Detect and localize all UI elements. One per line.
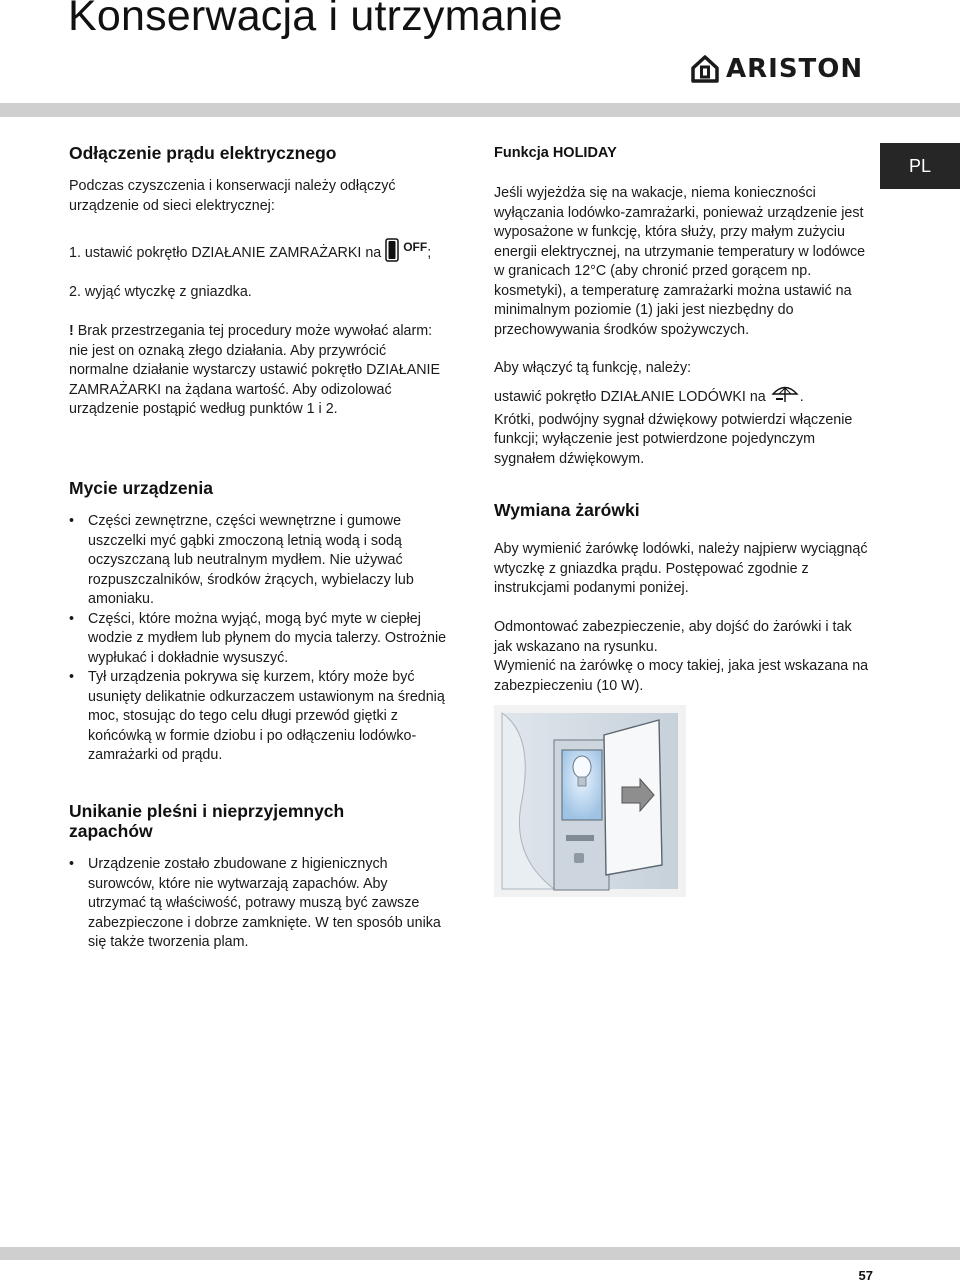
bulb-replacement-illustration [494,705,686,897]
bulb-step-1: Odmontować zabezpieczenie, aby dojść do żarówki i tak jak wskazano na rysunku. [494,619,852,655]
page-number: 57 [858,1268,873,1283]
power-step-1-end: ; [427,245,432,262]
brand-logo [690,52,863,86]
off-knob-icon [385,238,399,269]
section-heading-bulb: Wymiana żarówki [494,500,640,520]
warning-mark: ! [69,323,74,339]
holiday-description: Jeśli wyjeżdża się na wakacje, niema konieczności wyłączania lodówko-zamrażarki, ponieważ urządzenie jest wyposażone w funkcję, która służy, przy małym zużyciu energii elektrycznej, na utrzymanie temperatury w lodówce w granicach 12°C (aby chronić przed gorącem np. kosmetyki), a temperaturę zamrażarki można ustawić na minimalnym poziomie (1) jaki jest niezbędny do przechowywania środków spożywczych. [494,185,866,338]
list-item: • Części, które można wyjąć, mogą być myte w ciepłej wodzie z mydłem lub płynem do mycia talerzy. Ostrożnie wypłukać i dokładnie wysuszyć. [69,610,449,669]
power-warning-text: Brak przestrzegania tej procedury może wywołać alarm: nie jest on oznaką złego działania. Aby przywrócić normalne działanie wystarczy ustawić pokrętło DZIAŁANIE ZAMRAŻARKI na żądana wartość. Aby odizolować urządzenie postąpić według punktów 1 i 2. [69,323,441,417]
holiday-confirmation: Krótki, podwójny sygnał dźwiękowy potwierdzi włączenie funkcji; wyłączenie jest potwierdzone pojedynczym sygnałem dźwiękowym. [494,411,853,467]
power-intro: Podczas czyszczenia i konserwacji należy odłączyć urządzenie od sieci elektrycznej: [69,178,396,214]
page-title: Konserwacja i utrzymanie [68,0,563,40]
holiday-umbrella-icon [770,384,800,411]
cleaning-list [69,512,449,766]
mould-list [69,855,449,953]
bulb-step-2: Wymienić na żarówkę o mocy takiej, jaka jest wskazana na zabezpieczeniu (10 W). [494,658,869,694]
off-label: OFF [403,240,428,254]
power-warning [69,322,449,420]
section-heading-cleaning: Mycie urządzenia [69,478,213,498]
power-step-1 [69,238,459,269]
house-logo-icon [690,54,720,84]
section-heading-holiday: Funkcja HOLIDAY [494,145,617,161]
power-step-1-text: 1. ustawić pokrętło DZIAŁANIE ZAMRAŻARKI na [69,245,382,262]
holiday-step-end: . [799,389,804,406]
list-item: • Tył urządzenia pokrywa się kurzem, który może być usunięty delikatnie odkurzaczem ustawionym na średnią moc, stosując do tego celu długi przewód giętki z końcówką w formie dziobu i po odłączeniu lodówko-zamrażarki od prądu. [69,668,449,766]
section-heading-power: Odłączenie prądu elektrycznego [69,143,337,163]
bulb-intro: Aby wymienić żarówkę lodówki, należy najpierw wyciągnąć wtyczkę z gniazdka prądu. Postępować zgodnie z instrukcjami podanymi poniżej. [494,541,868,596]
holiday-steps [494,384,869,469]
section-heading-mould: Unikanie pleśni i nieprzyjemnych zapachów [69,801,345,841]
language-tab: PL [880,143,960,189]
brand-name: ARISTON [726,54,864,84]
header-rule [0,103,960,117]
fridge-interior-drawing [494,705,686,897]
holiday-step-text: ustawić pokrętło DZIAŁANIE LODÓWKI na [494,389,766,406]
power-step-2: 2. wyjąć wtyczkę z gniazdka. [69,284,252,300]
list-item: • Urządzenie zostało zbudowane z higienicznych surowców, które nie wytwarzają zapachów. Aby utrzymać tą właściwość, potrawy muszą być zawsze zabezpieczone i dobrze zamknięte. W ten sposób unika się także tworzenia plam. [69,855,449,953]
footer-rule [0,1247,960,1260]
list-item: • Części zewnętrzne, części wewnętrzne i gumowe uszczelki myć gąbki zmoczoną letnią wodą i sodą oczyszczaną lub neutralnym mydłem. Nie używać rozpuszczalników, środków żrących, wybielaczy lub amoniaku. [69,512,449,610]
holiday-howto: Aby włączyć tą funkcję, należy: [494,360,692,376]
